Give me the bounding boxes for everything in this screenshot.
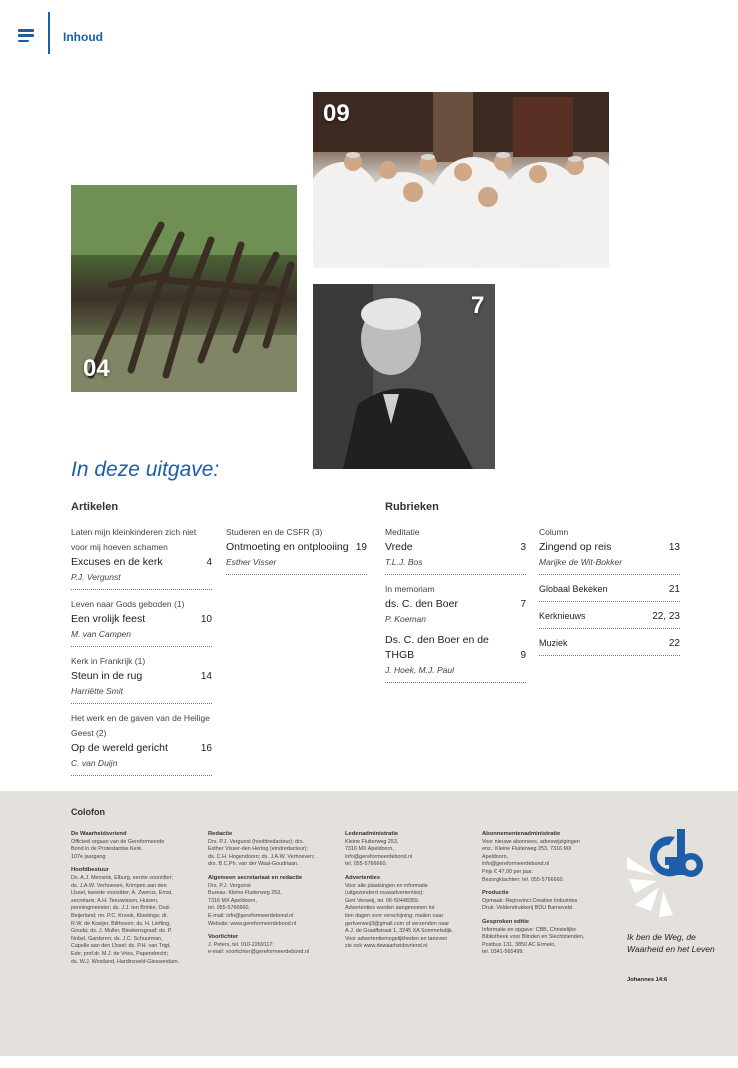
colofon-line: ds. J.A.W. Verhoeven, Krimpen aan den xyxy=(71,882,167,889)
entry-title: Excuses en de kerk xyxy=(71,556,163,568)
colofon-line: tien dagen voor verschijning; mailen naar xyxy=(345,912,444,919)
entry-title: Zingend op reis xyxy=(539,541,612,553)
toc-entry[interactable] xyxy=(539,609,680,629)
colofon-heading: Redactie xyxy=(208,831,233,837)
entry-author: P. Koeman xyxy=(385,614,426,624)
colofon-heading: Hoofdbestuur xyxy=(71,867,109,874)
colofon-panel xyxy=(0,791,738,1056)
colofon-line: e-mail: voorlichter@gereformeerdebond.nl xyxy=(208,949,310,956)
entry-title: Een vrolijk feest xyxy=(71,613,146,625)
colofon-line: penningmeester; ds. J.J. ten Brinke, Oud- xyxy=(71,905,171,912)
entry-page: 16 xyxy=(200,743,212,754)
entry-title: Ds. C. den Boer en de THGB xyxy=(385,634,489,661)
motto-reference: Johannes 14:6 xyxy=(627,977,668,983)
entry-page: 3 xyxy=(520,542,526,553)
toc-entry[interactable] xyxy=(539,525,680,575)
entry-page: 22 xyxy=(668,638,680,649)
colofon-line: Gert Verweij, tel. 06-50448359. xyxy=(345,897,420,904)
entry-title: Kerknieuws xyxy=(539,611,586,621)
header-divider xyxy=(48,12,50,54)
entry-page: 14 xyxy=(200,671,212,682)
top-bar xyxy=(0,0,738,70)
colofon-line: Nobel, Garderen; ds. J.C. Schuurman, xyxy=(71,935,163,942)
colofon-heading: Abonnementenadministratie xyxy=(482,831,561,837)
colofon-line: Voor alle plaatsingen en informatie xyxy=(345,882,428,889)
colofon-column-1 xyxy=(71,831,201,966)
entry-kicker: In memoriam xyxy=(385,584,435,594)
colofon-line: gertverweij3@gmail.com of verzenden naar xyxy=(345,920,450,927)
colofon-line: enz.: Kleine Fluiterweg 253, 7316 MX xyxy=(482,846,572,853)
entry-page: 7 xyxy=(520,599,526,610)
colofon-line: Drs. P.J. Vergunst xyxy=(208,882,251,889)
toc-entry[interactable] xyxy=(385,525,526,575)
toc-entry[interactable] xyxy=(71,711,212,776)
colofon-line: 7316 MX Apeldoorn, xyxy=(345,846,394,853)
colofon-line: Prijs € 47,00 per jaar. xyxy=(482,868,533,875)
colofon-line: Ede; prof.dr. M.J. de Vries, Papendrecht; xyxy=(71,950,169,957)
toc-entry[interactable] xyxy=(71,597,212,647)
colofon-line: tel. 055-5766660. xyxy=(208,905,250,912)
portrait-photo-illustration xyxy=(313,284,495,469)
entry-page: 19 xyxy=(355,542,367,553)
entry-author: T.L.J. Bos xyxy=(385,557,423,567)
colofon-column-3 xyxy=(345,831,475,951)
entry-author: C. van Duijn xyxy=(71,758,118,768)
entry-page: 22, 23 xyxy=(652,611,680,622)
colofon-line: Kleine Fluiterweg 253, xyxy=(345,838,399,845)
colofon-line: J. Peters, tel. 010-2269117; xyxy=(208,941,274,948)
toc-entry[interactable] xyxy=(385,582,526,631)
entry-title: Globaal Bekeken xyxy=(539,584,608,594)
colofon-heading: Productie xyxy=(482,890,509,897)
entry-kicker: Meditatie xyxy=(385,527,420,537)
entry-author: Harriëtte Smit xyxy=(71,686,123,696)
colofon-line: A.J. de Graaffstraat 1, 3245 XA Sommelsdijk. xyxy=(345,928,454,935)
colofon-line: Officieel orgaan van de Gereformeerde xyxy=(71,838,165,845)
colofon-line: Informatie en opgave: CBB, Christelijke xyxy=(482,926,577,933)
colofon-line: Capelle aan den IJssel; ds. P.H. van Trigt, xyxy=(71,943,171,950)
entry-page: 9 xyxy=(520,650,526,661)
colofon-line: Bond in de Protestantse Kerk. xyxy=(71,846,143,853)
colofon-line: Ds. A.J. Mensink, Elburg, eerste voorzitter; xyxy=(71,874,173,881)
page-title[interactable]: Inhoud xyxy=(63,30,103,44)
entry-page: 10 xyxy=(200,614,212,625)
colofon-heading: Gesproken editie xyxy=(482,918,530,925)
colofon-line: Beijerland; mr. P.C. Knook, Kloetinge; dr. xyxy=(71,912,168,919)
entry-title: Ontmoeting en ontplooiing xyxy=(226,541,349,553)
hamburger-menu-icon[interactable] xyxy=(18,29,34,43)
colofon-line: Opmaak: Reprovinci Creative Industries xyxy=(482,897,578,904)
rubrieken-column-1 xyxy=(385,525,526,690)
toc-entry[interactable] xyxy=(71,525,212,590)
crowd-photo-illustration xyxy=(313,92,609,268)
colofon-line: 107e jaargang xyxy=(71,853,106,860)
colofon-heading: Voorlichter xyxy=(208,934,239,941)
page-number-label: 04 xyxy=(83,355,110,382)
rubrieken-heading: Rubrieken xyxy=(385,501,439,513)
entry-title: ds. C. den Boer xyxy=(385,598,458,610)
colofon-line: Drs. P.J. Vergunst (hoofdredacteur); drs. xyxy=(208,838,305,845)
colofon-column-2 xyxy=(208,831,338,957)
toc-entry[interactable] xyxy=(539,636,680,656)
entry-author: Marijke de Wit-Bokker xyxy=(539,557,623,567)
colofon-line: Advertenties worden aangenomen tot xyxy=(345,905,435,912)
entry-author: J. Hoek, M.J. Paul xyxy=(385,665,454,675)
entry-title: Muziek xyxy=(539,638,568,648)
entry-kicker: Kerk in Frankrijk (1) xyxy=(71,656,146,666)
colofon-line: Voor nieuwe abonnees, adreswijzigingen xyxy=(482,838,580,845)
colofon-line: drs. B.C.Ph. van der Waal-Goudriaan. xyxy=(208,861,299,868)
colofon-line: info@gereformeerdebond.nl xyxy=(345,853,413,860)
colofon-line: IJssel, tweede voorzitter; A. Zwerus, Emst, xyxy=(71,890,173,897)
toc-entry[interactable] xyxy=(385,633,526,683)
entry-kicker: Laten mijn kleinkinderen zich niet voor mij hoeven schamen xyxy=(71,527,197,552)
photo-article-09[interactable] xyxy=(313,92,609,268)
entry-title: Op de wereld gericht xyxy=(71,742,168,754)
colofon-line: Bibliotheek voor Blinden en Slechtzienden, xyxy=(482,934,585,941)
colofon-line: Druk: Veldendrukkerij BDU Barneveld. xyxy=(482,905,574,912)
colofon-line: E-mail: info@gereformeerdebond.nl xyxy=(208,912,294,919)
articles-heading: Artikelen xyxy=(71,501,119,513)
entry-kicker: Leven naar Gods geboden (1) xyxy=(71,599,185,609)
colofon-heading: Ledenadministratie xyxy=(345,831,399,837)
colofon-line: 7316 MX Apeldoorn, xyxy=(208,897,257,904)
toc-entry[interactable] xyxy=(539,582,680,602)
colofon-column-4 xyxy=(482,831,612,957)
entry-page: 21 xyxy=(668,584,680,595)
articles-column-2 xyxy=(226,525,367,582)
motto-text: Ik ben de Weg, de Waarheid en het Leven xyxy=(627,932,715,954)
colofon-heading: Algemeen secretariaat en redactie xyxy=(208,874,303,881)
page-number-label: 09 xyxy=(323,100,350,127)
page-number-label: 7 xyxy=(471,292,485,319)
photo-article-7[interactable] xyxy=(313,284,495,469)
entry-kicker: Het werk en de gaven van de Heilige Geest (2) xyxy=(71,713,210,738)
colofon-line: tel. 055-5766660. xyxy=(345,861,387,868)
rubrieken-column-2 xyxy=(539,525,680,663)
entry-author: P.J. Vergunst xyxy=(71,572,121,582)
colofon-line: (uitgezonderd rouwadvertenties): xyxy=(345,890,424,897)
entry-kicker: Studeren en de CSFR (3) xyxy=(226,527,323,537)
articles-column-1 xyxy=(71,525,212,783)
colofon-line: zie ook www.dewaarheidsvriend.nl xyxy=(345,943,428,950)
photo-article-04[interactable] xyxy=(71,185,297,392)
colofon-line: ds. W.J. Westland, Hardinxveld-Giessendam. xyxy=(71,958,180,965)
colofon-line: Voor advertentiemogelijkheden en tarieven xyxy=(345,935,448,942)
entry-title: Vrede xyxy=(385,541,413,553)
colofon-line: R.W. de Koeijer, Bilthoven; ds. H. Liefting, xyxy=(71,920,171,927)
entry-author: Esther Visser xyxy=(226,557,277,567)
colofon-heading: Advertenties xyxy=(345,874,381,881)
colofon-line: secretaris; A.H. Teeuwissen, Huizen, xyxy=(71,897,159,904)
section-title: In deze uitgave: xyxy=(71,458,220,481)
colofon-line: info@gereformeerdebond.nl xyxy=(482,861,550,868)
colofon-heading: De Waarheidsvriend xyxy=(71,831,127,837)
colofon-line: Website: www.gereformeerdebond.nl xyxy=(208,920,297,927)
toc-entry[interactable] xyxy=(71,654,212,704)
colofon-line: Apeldoorn, xyxy=(482,853,509,860)
toc-entry[interactable] xyxy=(226,525,367,575)
colofon-line: Gouda; ds. J. Muller, Bleskensgraaf; ds. P. xyxy=(71,928,173,935)
colofon-line: ds. C.H. Hogendoorn; ds. J.A.W. Verhoeven; xyxy=(208,853,315,860)
gb-logo-icon xyxy=(627,827,707,917)
entry-page: 4 xyxy=(206,557,212,568)
colofon-line: Esther Visser-den Hertog (eindredacteur); xyxy=(208,846,308,853)
colofon-line: Postbus 131, 3850 AC Ermelo, xyxy=(482,941,556,948)
colofon-line: Bureau: Kleine Fluiterweg 253, xyxy=(208,890,282,897)
colofon-line: tel. 0341-565499. xyxy=(482,949,524,956)
colofon-title: Colofon xyxy=(71,807,105,817)
colofon-line: Bezorgklachten: tel. 055-5766660. xyxy=(482,876,565,883)
entry-author: M. van Campen xyxy=(71,629,131,639)
entry-title: Steun in de rug xyxy=(71,670,143,682)
entry-page: 13 xyxy=(668,542,680,553)
entry-kicker: Column xyxy=(539,527,569,537)
